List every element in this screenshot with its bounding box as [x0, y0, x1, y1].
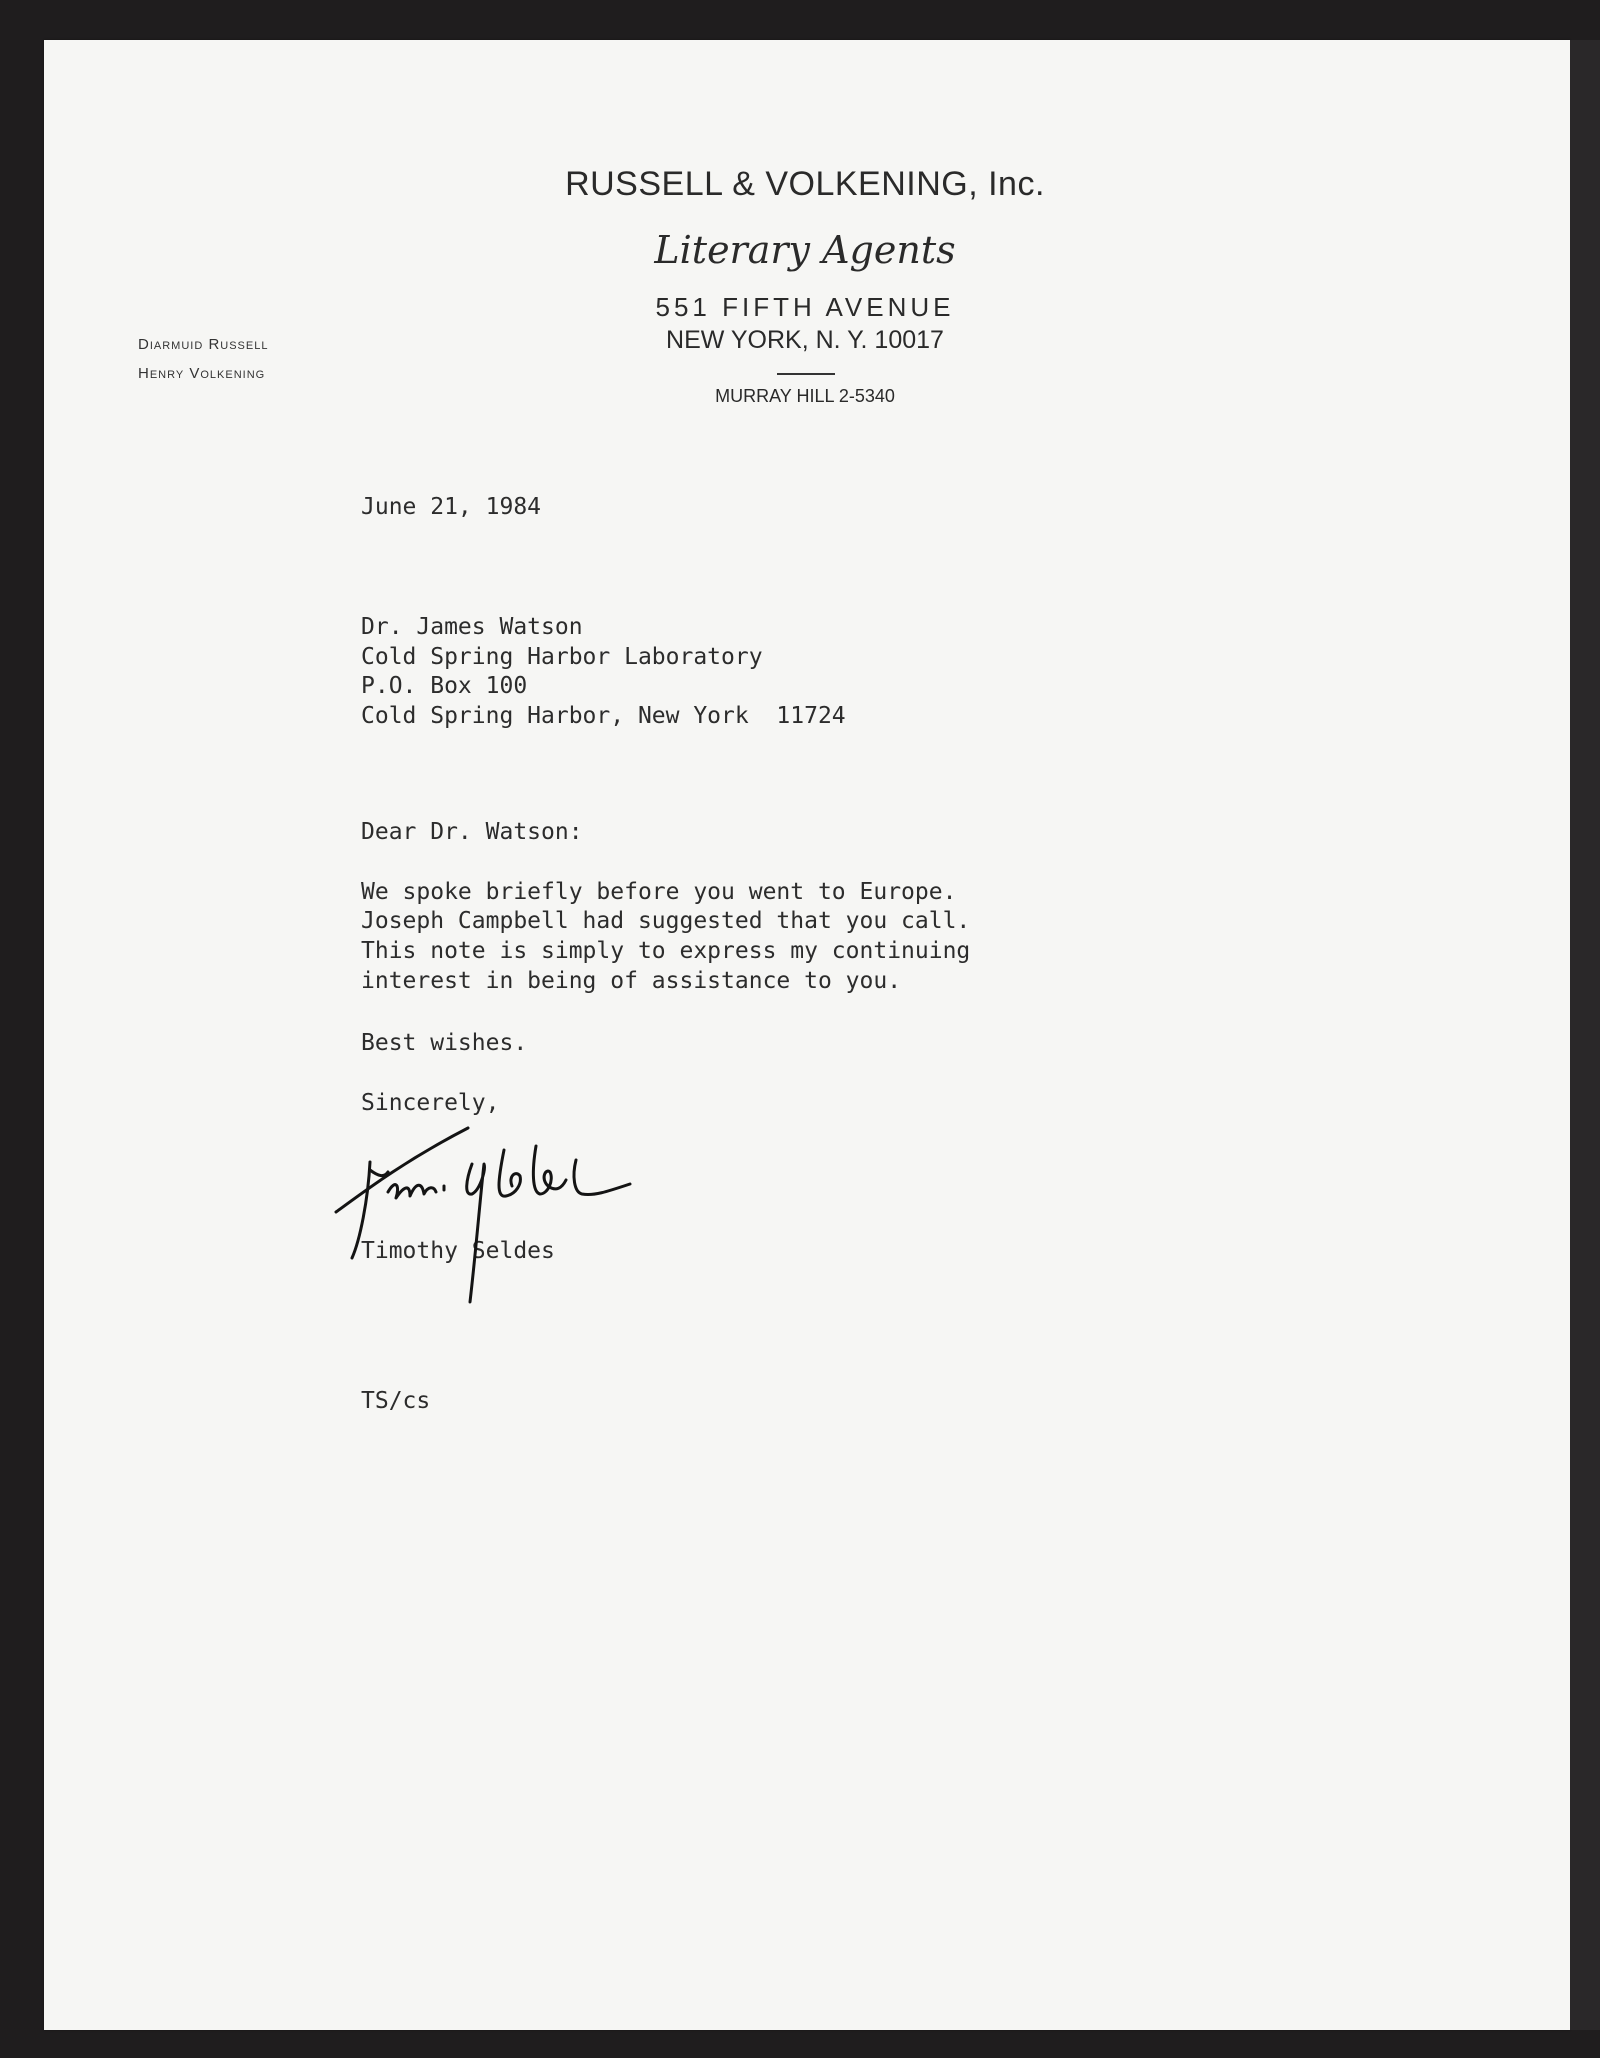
best-wishes: Best wishes. [361, 1030, 528, 1056]
salutation: Dear Dr. Watson: [361, 819, 583, 845]
letterhead-divider [777, 373, 835, 375]
recipient-line: P.O. Box 100 [361, 673, 528, 699]
body-line: This note is simply to express my continuing [361, 938, 971, 964]
company-city: NEW YORK, N. Y. 10017 [666, 326, 944, 354]
letter-date: June 21, 1984 [361, 494, 542, 520]
typist-initials: TS/cs [361, 1388, 431, 1414]
closing: Sincerely, [361, 1090, 500, 1116]
body-line: interest in being of assistance to you. [361, 968, 902, 994]
body-line: We spoke briefly before you went to Europe. [361, 879, 957, 905]
recipient-line: Cold Spring Harbor, New York 11724 [361, 703, 846, 729]
signature [326, 1120, 746, 1320]
company-name: RUSSELL & VOLKENING, Inc. [565, 165, 1045, 203]
company-tagline: Literary Agents [654, 228, 956, 272]
partner-name: Henry Volkening [138, 365, 266, 382]
partner-name: Diarmuid Russell [138, 336, 269, 353]
company-street: 551 FIFTH AVENUE [655, 292, 955, 322]
signer-name: Timothy Seldes [361, 1238, 555, 1264]
body-line: Joseph Campbell had suggested that you call. [361, 908, 971, 934]
recipient-line: Cold Spring Harbor Laboratory [361, 644, 763, 670]
recipient-line: Dr. James Watson [361, 614, 583, 640]
company-phone: MURRAY HILL 2-5340 [715, 386, 895, 406]
